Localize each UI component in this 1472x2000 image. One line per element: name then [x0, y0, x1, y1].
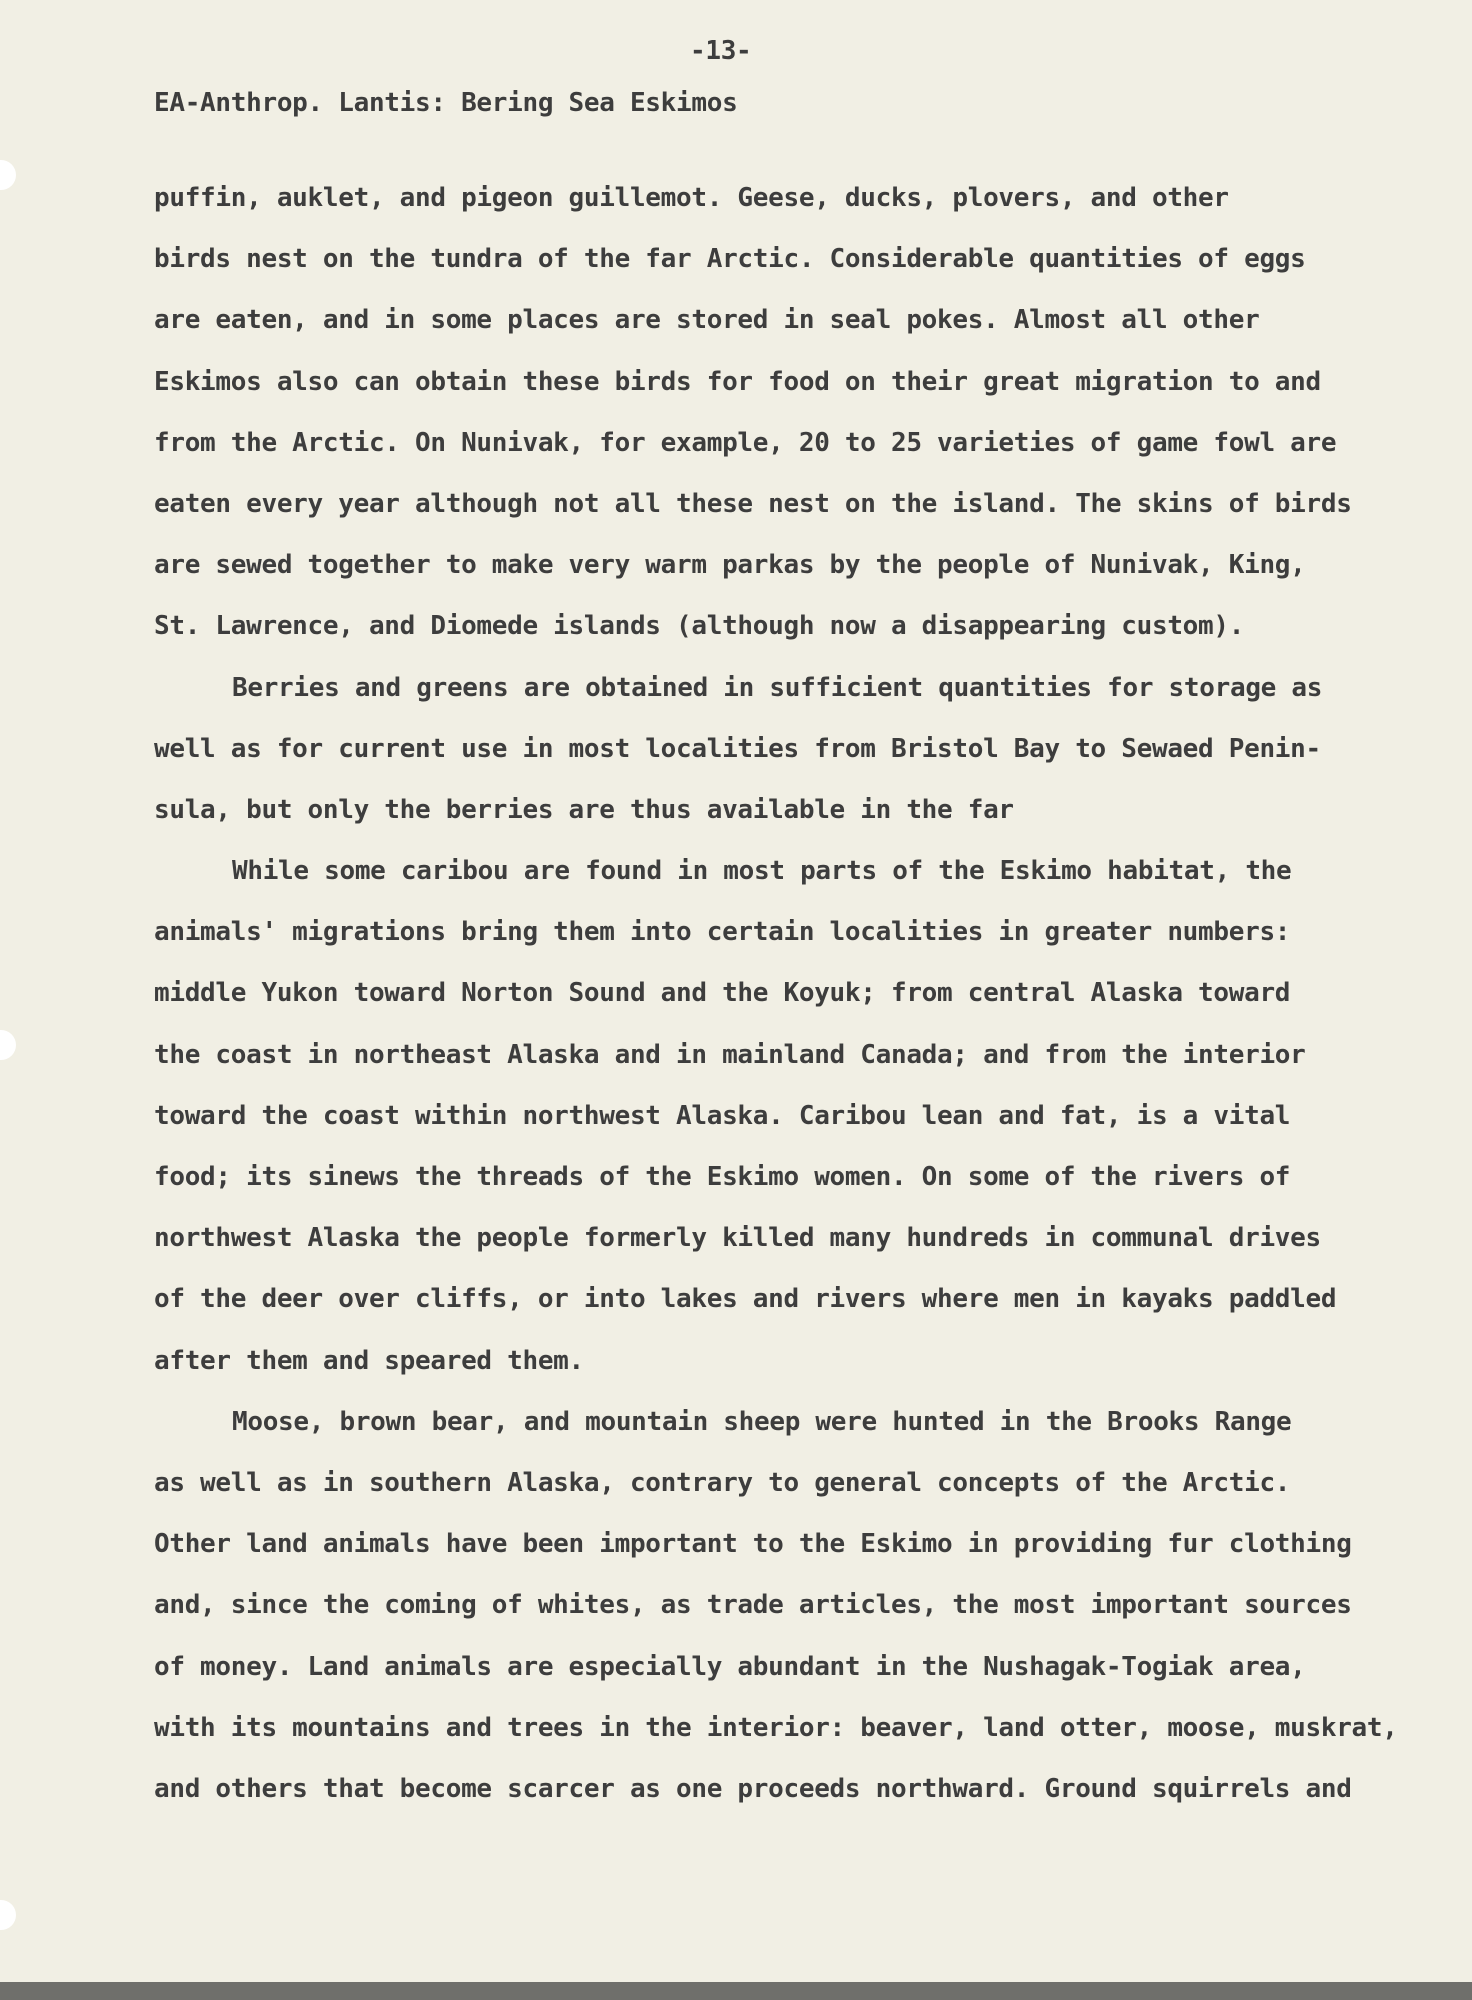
page-number: -13- [690, 36, 752, 66]
text-line: Other land animals have been important to the Eskimo in providing fur clothing [154, 1529, 1352, 1560]
running-header: EA-Anthrop. Lantis: Bering Sea Eskimos [154, 88, 738, 118]
paragraph-first-line: Moose, brown bear, and mountain sheep were hunted in the Brooks Range [232, 1406, 1292, 1437]
text-line: of the deer over cliffs, or into lakes and rivers where men in kayaks paddled [154, 1284, 1337, 1315]
text-line: and others that become scarcer as one proceeds northward. Ground squirrels and [154, 1773, 1352, 1804]
binder-hole [0, 1030, 16, 1060]
text-line: of money. Land animals are especially abundant in the Nushagak-Togiak area, [154, 1651, 1306, 1682]
binder-hole [0, 160, 16, 190]
paragraph-first-line: Berries and greens are obtained in sufficient quantities for storage as [232, 672, 1323, 703]
text-line: northwest Alaska the people formerly killed many hundreds in communal drives [154, 1223, 1321, 1254]
binder-hole [0, 1900, 16, 1930]
text-line: eaten every year although not all these nest on the island. The skins of birds [154, 488, 1352, 519]
text-line: as well as in southern Alaska, contrary to general concepts of the Arctic. [154, 1467, 1291, 1498]
text-line: are eaten, and in some places are stored in seal pokes. Almost all other [154, 305, 1260, 336]
text-line: sula, but only the berries are thus available in the far [154, 794, 1014, 825]
text-line: Eskimos also can obtain these birds for food on their great migration to and [154, 366, 1321, 397]
text-line: are sewed together to make very warm parkas by the people of Nunivak, King, [154, 550, 1306, 581]
text-line: birds nest on the tundra of the far Arctic. Considerable quantities of eggs [154, 244, 1306, 275]
paragraph-first-line: While some caribou are found in most parts of the Eskimo habitat, the [232, 856, 1292, 887]
text-line: after them and speared them. [154, 1345, 584, 1376]
text-line: middle Yukon toward Norton Sound and the Koyuk; from central Alaska toward [154, 978, 1291, 1009]
text-line: and, since the coming of whites, as trade articles, the most important sources [154, 1590, 1352, 1621]
text-line: with its mountains and trees in the interior: beaver, land otter, moose, muskrat, [154, 1712, 1398, 1743]
body-text [154, 180, 1398, 1832]
text-line: the coast in northeast Alaska and in mainland Canada; and from the interior [154, 1039, 1306, 1070]
text-line: puffin, auklet, and pigeon guillemot. Geese, ducks, plovers, and other [154, 183, 1229, 213]
text-line: animals' migrations bring them into certain localities in greater numbers: [154, 917, 1291, 948]
text-line: food; its sinews the threads of the Eskimo women. On some of the rivers of [154, 1162, 1291, 1192]
text-line: St. Lawrence, and Diomede islands (although now a disappearing custom). [154, 611, 1245, 642]
text-line: well as for current use in most localities from Bristol Bay to Sewaed Penin- [154, 733, 1321, 764]
text-line: from the Arctic. On Nunivak, for example, 20 to 25 varieties of game fowl are [154, 427, 1337, 458]
scan-background [0, 1982, 1472, 2000]
text-line: toward the coast within northwest Alaska. Caribou lean and fat, is a vital [154, 1100, 1291, 1131]
